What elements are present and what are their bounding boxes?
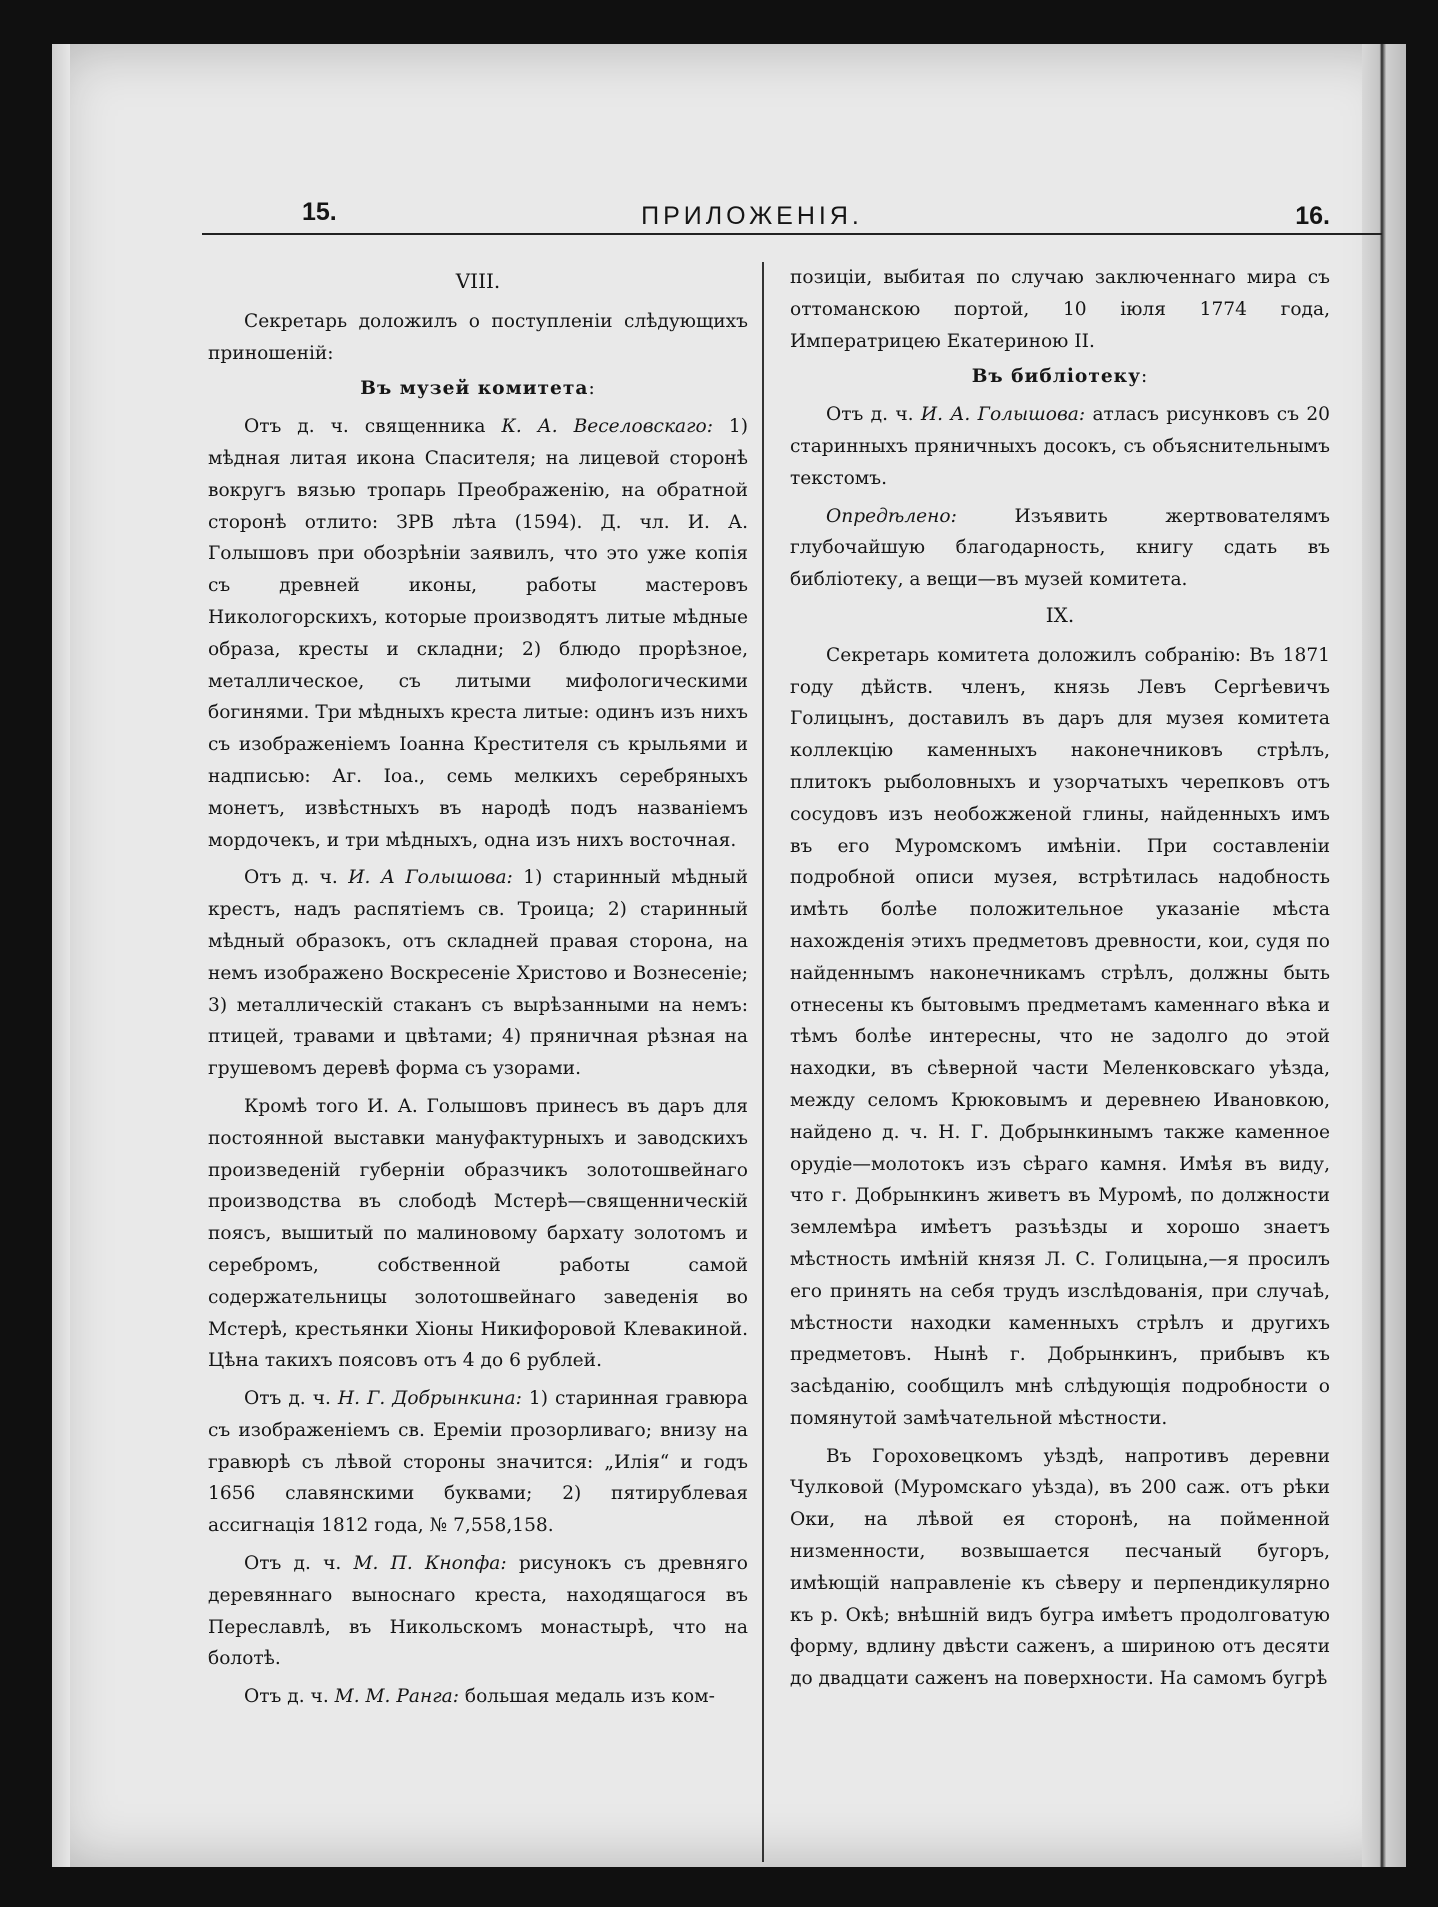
page-number-right: 16. bbox=[1295, 202, 1330, 230]
right-column bbox=[790, 262, 1330, 1695]
paragraph-text: 1) мѣдная литая икона Спасителя; на лицевой сторонѣ вокругъ вязью тропарь Преображенію, на обратной сторонѣ отлито: ЗРВ лѣта (1594). Д. чл. И. А. Голышовъ при обозрѣніи заявилъ, что это уже копія съ древней иконы, работы мастеровъ Никологорскихъ, которые производятъ литые мѣдные образа, кресты и складни; 2) блюдо прорѣзное, металлическое, съ литыми мифологическими богинями. Три мѣдныхъ креста литые: одинъ изъ нихъ съ изображеніемъ Іоанна Крестителя съ крыльями и надписью: Аг. Іоа., семь мелкихъ серебряныхъ монетъ, извѣстныхъ въ народѣ подъ названіемъ мордочекъ, и три мѣдныхъ, одна изъ нихъ восточная. bbox=[208, 416, 749, 851]
paragraph: Кромѣ того И. А. Голышовъ принесъ въ даръ для постоянной выставки мануфактурныхъ и заводскихъ произведеній губерніи образчикъ золотошвейнаго производства въ слободѣ Мстерѣ—священническій поясъ, вышитый по малиновому бархату золотомъ и серебромъ, собственной работы самой содержательницы золотошвейнаго заведенія во Мстерѣ, крестьянки Хіоны Никифоровой Клевакиной. Цѣна такихъ поясовъ отъ 4 до 6 рублей. bbox=[208, 1095, 748, 1372]
paragraph-lead: Отъ д. ч. bbox=[826, 404, 921, 426]
subheading-colon: : bbox=[1141, 366, 1149, 388]
paragraph-lead: Отъ д. ч. bbox=[244, 1553, 354, 1575]
donor-name: И. А Голышова: bbox=[348, 867, 513, 889]
donor-name: М. М. Ранга: bbox=[334, 1686, 459, 1708]
right-subheading bbox=[790, 361, 1330, 393]
running-title: ПРИЛОЖЕНІЯ. bbox=[641, 202, 863, 230]
donor-name: М. П. Кнопфа: bbox=[353, 1553, 507, 1575]
page-right-edge bbox=[1362, 44, 1406, 1867]
paragraph-text: 1) старинная гравюра съ изображеніемъ св. Ереміи прозорливаго; внизу на гравюрѣ съ лѣвой стороны значится: „Илія“ и годъ 1656 славянскими буквами; 2) пятирублевая ассигнація 1812 года, № 7,558,158. bbox=[208, 1388, 748, 1537]
paragraph-lead: Отъ д. ч. bbox=[244, 1686, 335, 1708]
section-heading-viii: VIII. bbox=[455, 269, 501, 293]
paragraph: Секретарь комитета доложилъ собранію: Въ 1871 году дѣйств. членъ, князь Левъ Сергѣевичъ Голицынъ, доставилъ въ даръ для музея комитета коллекцію каменныхъ наконечниковъ стрѣлъ, плитокъ рыболовныхъ и узорчатыхъ черепковъ отъ сосудовъ изъ необожженой глины, найденныхъ имъ въ его Муромскомъ имѣніи. При составленіи подробной описи музея, встрѣтилась надобность имѣть болѣе положительное указаніе мѣста нахожденія этихъ предметовъ древности, кои, судя по найденнымъ наконечникамъ стрѣлъ, должны быть отнесены къ бытовымъ предметамъ каменнаго вѣка и тѣмъ болѣе интересны, что не задолго до этой находки, въ сѣверной части Меленковскаго уѣзда, между селомъ Крюковымъ и деревнею Ивановкою, найдено д. ч. Н. Г. Добрынкинымъ также каменное орудіе—молотокъ изъ сѣраго камня. Имѣя въ виду, что г. Добрынкинъ живетъ въ Муромѣ, по должности землемѣра имѣетъ разъѣзды и хорошо знаетъ мѣстность имѣній князя Л. С. Голицына,—я просилъ его принять на себя трудъ изслѣдованія, при случаѣ, мѣстности находки каменныхъ стрѣлъ и другихъ предметовъ. Нынѣ г. Добрынкинъ, прибывъ къ засѣданію, сообщилъ мнѣ слѣдующія подробности о помянутой замѣчательной мѣстности. bbox=[790, 644, 1330, 1429]
header-rule bbox=[202, 233, 1382, 235]
paragraph bbox=[208, 1681, 748, 1713]
paragraph bbox=[790, 399, 1330, 494]
subheading-colon: : bbox=[588, 378, 596, 400]
paragraph-text: Изъявить жертвователямъ глубочайшую благодарность, книгу сдать въ библіотеку, а вещи—въ музей комитета. bbox=[790, 505, 1330, 591]
resolution-label: Опредѣлено: bbox=[826, 505, 957, 527]
subheading-text: Въ музей комитета bbox=[360, 378, 589, 400]
paragraph-lead: Отъ д. ч. bbox=[244, 1388, 338, 1410]
left-intro: Секретарь доложилъ о поступленіи слѣдующихъ приношеній: bbox=[208, 310, 748, 364]
left-subheading bbox=[208, 373, 748, 405]
paragraph-text: 1) старинный мѣдный крестъ, надъ распятіемъ св. Троица; 2) старинный мѣдный образокъ, отъ складней правая сторона, на немъ изображено Воскресеніе Христово и Вознесеніе; 3) металлическій стаканъ съ вырѣзанными на немъ: птицей, травами и цвѣтами; 4) пряничная рѣзная на грушевомъ деревѣ форма съ узорами. bbox=[208, 867, 748, 1080]
page-number-left: 15. bbox=[302, 198, 337, 226]
book-page bbox=[52, 44, 1406, 1867]
column-divider bbox=[762, 262, 764, 1862]
donor-name: К. А. Веселовскаго: bbox=[501, 416, 713, 438]
paragraph bbox=[208, 1383, 748, 1542]
donor-name: И. А. Голышова: bbox=[920, 404, 1086, 426]
subheading-text: Въ библіотеку bbox=[971, 366, 1142, 388]
paragraph bbox=[208, 411, 748, 856]
paragraph-text: большая медаль изъ ком- bbox=[458, 1686, 715, 1708]
paragraph-lead: Отъ д. ч. bbox=[244, 867, 349, 889]
donor-name: Н. Г. Добрынкина: bbox=[337, 1388, 522, 1410]
section-heading-ix: IX. bbox=[1045, 602, 1075, 627]
paragraph bbox=[790, 501, 1330, 596]
left-column bbox=[208, 262, 748, 1713]
paragraph-text: атласъ рисунковъ съ 20 старинныхъ пряничныхъ досокъ, съ объяснительнымъ текстомъ. bbox=[790, 404, 1331, 489]
paragraph bbox=[208, 862, 748, 1085]
paragraph bbox=[208, 1548, 748, 1675]
running-header bbox=[202, 194, 1382, 234]
paragraph-lead: Отъ д. ч. священника bbox=[244, 416, 502, 438]
page-left-edge bbox=[52, 44, 70, 1867]
paragraph-text: рисунокъ съ древняго деревяннаго выноснаго креста, находящагося въ Переславлѣ, въ Никольскомъ монастырѣ, что на болотѣ. bbox=[208, 1553, 749, 1670]
paragraph: Въ Гороховецкомъ уѣздѣ, напротивъ деревни Чулковой (Муромскаго уѣзда), въ 200 саж. отъ рѣки Оки, на лѣвой ея сторонѣ, на пойменной низменности, возвышается песчаный бугоръ, имѣющій направленіе къ сѣверу и перпендикулярно къ р. Окѣ; внѣшній видъ бугра имѣетъ продолговатую форму, вдлину двѣсти саженъ, а шириною отъ десяти до двадцати саженъ на поверхности. На самомъ бугрѣ bbox=[790, 1445, 1330, 1690]
continued-paragraph: позиціи, выбитая по случаю заключеннаго мира съ оттоманскою портой, 10 іюля 1774 года, Императрицею Екатериною II. bbox=[790, 267, 1330, 352]
